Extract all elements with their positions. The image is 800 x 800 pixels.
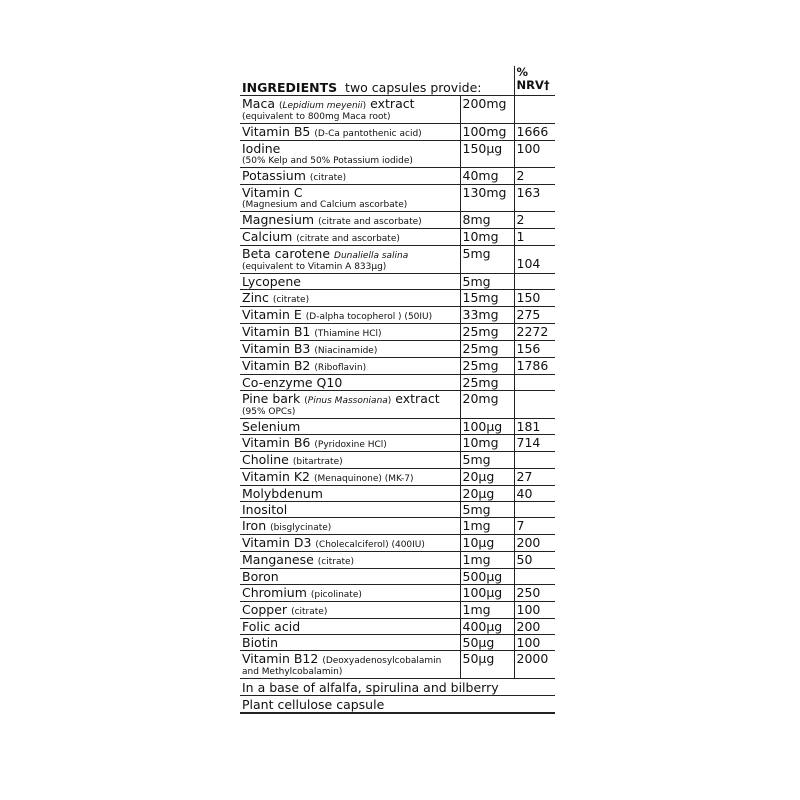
nrv-value: 2 — [516, 168, 525, 183]
table-row — [240, 274, 555, 290]
ingredient-cell — [240, 274, 460, 290]
nrv-value: 250 — [516, 585, 541, 600]
ingredient-cell — [240, 435, 460, 452]
nrv-cell — [514, 585, 555, 602]
table-row — [240, 569, 555, 585]
nrv-value: 1 — [516, 229, 525, 244]
ingredient-note: (bitartrate) — [292, 457, 343, 467]
ingredient-note: (citrate) — [291, 607, 328, 617]
amount-cell: 130mg — [460, 185, 514, 212]
amount-cell: 200mg — [460, 96, 514, 124]
ingredient-name: Maca — [242, 96, 275, 111]
ingredients-table — [240, 66, 555, 714]
amount-cell: 5mg — [460, 274, 514, 290]
table-row — [240, 486, 555, 502]
nrv-cell — [514, 246, 555, 274]
table-row — [240, 651, 555, 679]
ingredient-note: (Niacinamide) — [314, 346, 378, 356]
ingredient-cell — [240, 229, 460, 246]
ingredient-cell — [240, 635, 460, 651]
ingredient-note: (picolinate) — [310, 590, 362, 600]
table-row — [240, 124, 555, 141]
ingredient-cell — [240, 469, 460, 486]
ingredient-cell — [240, 585, 460, 602]
table-title: INGREDIENTS — [242, 80, 338, 95]
table-row — [240, 290, 555, 307]
nrv-value: 2272 — [516, 324, 549, 339]
table-row — [240, 168, 555, 185]
table-row — [240, 212, 555, 229]
ingredient-cell — [240, 290, 460, 307]
ingredient-name: Chromium — [242, 585, 307, 600]
amount-cell: 25mg — [460, 375, 514, 391]
ingredient-note: (citrate and ascorbate) — [318, 217, 422, 227]
ingredient-name: Lycopene — [242, 274, 301, 289]
table-row — [240, 469, 555, 486]
table-row — [240, 185, 555, 212]
ingredient-suffix: extract — [391, 391, 440, 406]
table-row — [240, 419, 555, 435]
amount-cell: 25mg — [460, 358, 514, 375]
ingredient-note-close: ) — [387, 396, 392, 406]
nrv-value: 156 — [516, 341, 541, 356]
nrv-value: 1786 — [516, 358, 549, 373]
nrv-cell — [514, 212, 555, 229]
table-row — [240, 229, 555, 246]
ingredient-note: (citrate) — [309, 173, 347, 183]
amount-cell: 25mg — [460, 341, 514, 358]
ingredient-note: (Riboflavin) — [314, 363, 367, 373]
ingredient-cell — [240, 569, 460, 585]
amount-cell: 25mg — [460, 324, 514, 341]
table-row — [240, 602, 555, 619]
amount-cell: 100µg — [460, 585, 514, 602]
nrv-cell — [514, 619, 555, 635]
nrv-cell — [514, 552, 555, 569]
ingredient-name: Zinc — [242, 290, 269, 305]
ingredient-name: Iodine — [242, 141, 281, 156]
ingredients-panel — [240, 66, 555, 714]
footer-base-text: In a base of alfalfa, spirulina and bilberry — [240, 679, 555, 696]
table-row — [240, 535, 555, 552]
ingredient-cell — [240, 552, 460, 569]
ingredient-cell — [240, 96, 460, 124]
nrv-cell — [514, 358, 555, 375]
ingredient-cell — [240, 391, 460, 419]
amount-cell: 5mg — [460, 452, 514, 469]
nrv-value: 50 — [516, 552, 533, 567]
ingredient-note: (citrate) — [317, 557, 355, 567]
nrv-value: 150 — [516, 290, 541, 305]
ingredient-subnote: and Methylcobalamin) — [242, 667, 343, 677]
nrv-value: 104 — [516, 256, 541, 271]
ingredient-cell — [240, 307, 460, 324]
table-row — [240, 391, 555, 419]
amount-cell: 33mg — [460, 307, 514, 324]
ingredient-name: Magnesium — [242, 212, 315, 227]
ingredient-note-open: ( — [278, 101, 283, 111]
nrv-cell — [514, 124, 555, 141]
table-row — [240, 635, 555, 651]
nrv-value: 100 — [516, 141, 541, 156]
ingredient-name: Vitamin B2 — [242, 358, 311, 373]
nrv-value: 714 — [516, 435, 541, 450]
ingredient-name: Vitamin B5 — [242, 124, 311, 139]
ingredient-note-open: ( — [304, 396, 308, 406]
ingredient-subnote: (95% OPCs) — [242, 407, 296, 417]
ingredient-cell — [240, 168, 460, 185]
table-row — [240, 358, 555, 375]
amount-cell: 150µg — [460, 141, 514, 168]
nrv-cell — [514, 290, 555, 307]
nrv-cell — [514, 435, 555, 452]
ingredient-name: Beta carotene — [242, 246, 331, 261]
amount-cell: 40mg — [460, 168, 514, 185]
amount-cell: 10mg — [460, 229, 514, 246]
ingredient-name: Vitamin B3 — [242, 341, 311, 356]
table-header-row — [240, 66, 555, 96]
nrv-cell — [514, 535, 555, 552]
footer-capsule-row — [240, 696, 555, 714]
nrv-cell — [514, 274, 555, 290]
ingredient-name: Iron — [242, 518, 267, 533]
ingredient-note: (D-Ca pantothenic acid) — [314, 129, 422, 139]
table-row — [240, 307, 555, 324]
nrv-value: 100 — [516, 602, 541, 617]
table-row — [240, 502, 555, 518]
table-row — [240, 552, 555, 569]
ingredient-name: Pine bark — [242, 391, 301, 406]
amount-cell: 100µg — [460, 419, 514, 435]
ingredient-name: Biotin — [242, 635, 278, 650]
nrv-cell — [514, 518, 555, 535]
nrv-cell — [514, 486, 555, 502]
nrv-value: 181 — [516, 419, 541, 434]
table-row — [240, 375, 555, 391]
table-row — [240, 324, 555, 341]
ingredient-cell — [240, 375, 460, 391]
table-row — [240, 435, 555, 452]
amount-cell: 50µg — [460, 651, 514, 679]
ingredient-suffix: extract — [366, 96, 415, 111]
ingredient-name: Calcium — [242, 229, 293, 244]
amount-cell: 1mg — [460, 518, 514, 535]
nrv-cell — [514, 185, 555, 212]
ingredient-cell — [240, 486, 460, 502]
ingredient-name: Vitamin C — [242, 185, 303, 200]
ingredient-botanical-name: Lepidium meyenii — [282, 101, 363, 111]
amount-cell: 100mg — [460, 124, 514, 141]
ingredient-name: Selenium — [242, 419, 301, 434]
ingredient-subnote: (Magnesium and Calcium ascorbate) — [242, 200, 408, 210]
ingredient-note-close: ) — [362, 101, 367, 111]
ingredient-cell — [240, 535, 460, 552]
nrv-cell — [514, 375, 555, 391]
ingredient-name: Vitamin B12 — [242, 651, 319, 666]
ingredient-botanical-name: Pinus Massoniana — [307, 396, 388, 406]
amount-cell: 5mg — [460, 502, 514, 518]
ingredient-note: (Menaquinone) (MK-7) — [314, 474, 414, 484]
ingredient-name: Copper — [242, 602, 288, 617]
ingredient-name: Molybdenum — [242, 486, 323, 501]
amount-cell: 20mg — [460, 391, 514, 419]
nrv-value: 1666 — [516, 124, 549, 139]
amount-cell: 1mg — [460, 552, 514, 569]
nrv-value: 163 — [516, 185, 541, 200]
ingredient-name: Inositol — [242, 502, 288, 517]
ingredient-cell — [240, 419, 460, 435]
ingredient-cell — [240, 124, 460, 141]
ingredient-name: Co-enzyme Q10 — [242, 375, 343, 390]
nrv-cell — [514, 602, 555, 619]
amount-cell: 400µg — [460, 619, 514, 635]
ingredient-cell — [240, 185, 460, 212]
table-row — [240, 341, 555, 358]
amount-cell: 20µg — [460, 486, 514, 502]
nrv-cell — [514, 635, 555, 651]
nrv-cell — [514, 502, 555, 518]
footer-capsule-text: Plant cellulose capsule — [240, 696, 555, 714]
nrv-value: 2 — [516, 212, 525, 227]
nrv-cell — [514, 419, 555, 435]
ingredient-name: Vitamin E — [242, 307, 302, 322]
ingredient-note: (Pyridoxine HCl) — [314, 440, 387, 450]
nrv-value: 200 — [516, 619, 541, 634]
nrv-cell — [514, 341, 555, 358]
ingredient-name: Manganese — [242, 552, 314, 567]
amount-cell: 500µg — [460, 569, 514, 585]
nrv-header-line2: NRV† — [516, 78, 550, 92]
ingredient-name: Vitamin D3 — [242, 535, 312, 550]
ingredient-note: (bisglycinate) — [270, 523, 332, 533]
amount-cell: 10µg — [460, 535, 514, 552]
ingredient-note: (D-alpha tocopherol ) (50IU) — [305, 312, 433, 322]
table-row — [240, 518, 555, 535]
nrv-value: 7 — [516, 518, 525, 533]
amount-cell: 10mg — [460, 435, 514, 452]
nrv-cell — [514, 391, 555, 419]
ingredient-note: (Cholecalciferol) (400IU) — [315, 540, 425, 550]
amount-cell: 50µg — [460, 635, 514, 651]
ingredient-cell — [240, 452, 460, 469]
ingredient-cell — [240, 651, 460, 679]
table-row — [240, 96, 555, 124]
nrv-value: 2000 — [516, 651, 549, 666]
nrv-value: 40 — [516, 486, 533, 501]
ingredient-note: (Thiamine HCl) — [314, 329, 382, 339]
ingredient-name: Vitamin B1 — [242, 324, 311, 339]
table-row — [240, 619, 555, 635]
ingredient-cell — [240, 358, 460, 375]
table-row — [240, 585, 555, 602]
nrv-cell — [514, 324, 555, 341]
nrv-cell — [514, 569, 555, 585]
table-heading — [240, 66, 514, 96]
nrv-cell — [514, 452, 555, 469]
amount-cell: 1mg — [460, 602, 514, 619]
amount-cell: 8mg — [460, 212, 514, 229]
amount-cell: 15mg — [460, 290, 514, 307]
nrv-cell — [514, 229, 555, 246]
table-subtitle: two capsules provide: — [345, 80, 482, 95]
ingredient-note: (citrate and ascorbate) — [296, 234, 400, 244]
nrv-header — [514, 66, 555, 96]
ingredient-subnote: (50% Kelp and 50% Potassium iodide) — [242, 156, 413, 166]
nrv-value: 200 — [516, 535, 541, 550]
amount-cell: 20µg — [460, 469, 514, 486]
table-row — [240, 141, 555, 168]
table-row — [240, 452, 555, 469]
ingredient-cell — [240, 502, 460, 518]
ingredient-cell — [240, 324, 460, 341]
ingredient-name: Folic acid — [242, 619, 301, 634]
ingredient-cell — [240, 246, 460, 274]
nrv-cell — [514, 141, 555, 168]
ingredient-subnote: (equivalent to Vitamin A 833µg) — [242, 262, 387, 272]
ingredient-cell — [240, 518, 460, 535]
nrv-cell — [514, 168, 555, 185]
ingredient-note: (Deoxyadenosylcobalamin — [322, 656, 442, 666]
ingredient-name: Choline — [242, 452, 289, 467]
nrv-value: 275 — [516, 307, 541, 322]
ingredient-name: Potassium — [242, 168, 306, 183]
ingredient-cell — [240, 141, 460, 168]
ingredient-cell — [240, 619, 460, 635]
nrv-value: 27 — [516, 469, 533, 484]
nrv-cell — [514, 469, 555, 486]
ingredient-subnote: (equivalent to 800mg Maca root) — [242, 112, 391, 122]
ingredient-name: Vitamin K2 — [242, 469, 311, 484]
nrv-cell — [514, 307, 555, 324]
footer-base-row — [240, 679, 555, 696]
nrv-cell — [514, 651, 555, 679]
ingredient-name: Boron — [242, 569, 279, 584]
ingredient-botanical-name: Dunaliella salina — [334, 251, 409, 261]
amount-cell: 5mg — [460, 246, 514, 274]
ingredient-cell — [240, 341, 460, 358]
table-row — [240, 246, 555, 274]
ingredient-name: Vitamin B6 — [242, 435, 311, 450]
nrv-header-line1: % — [516, 65, 529, 79]
nrv-value: 100 — [516, 635, 541, 650]
ingredient-note: (citrate) — [272, 295, 310, 305]
ingredient-cell — [240, 602, 460, 619]
ingredient-cell — [240, 212, 460, 229]
nrv-cell — [514, 96, 555, 124]
